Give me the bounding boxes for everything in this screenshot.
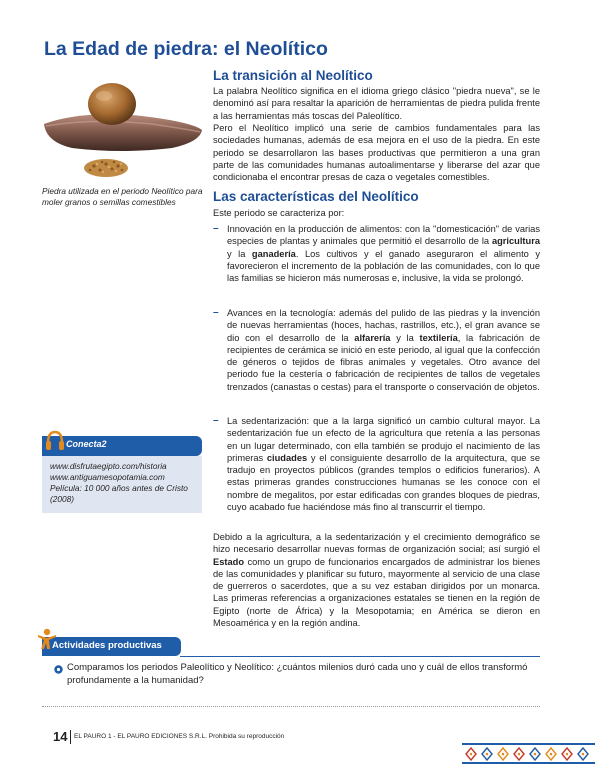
dash-bullet-icon: – xyxy=(213,415,219,426)
answer-line xyxy=(42,706,540,707)
paragraph-estado: Debido a la agricultura, a la sedentarización y el crecimiento demográfico se hizo necesario desarrollar nuevas formas de organización social; así surgió el Estado como un grupo de funcionarios encargados de administrar los bienes de las comunidades y planificar su futuro, mayormente al servicio de una clase de guerreros o sacerdotes, que a su vez estaban dirigidos por un monarca. Las primeras referencias a organizaciones estatales se tienen en la región de Egipto (norte de África) y la Mesopotamia; en América se dieron en Mesoamérica y en la región andina. xyxy=(213,532,540,629)
figure-caption: Piedra utilizada en el periodo Neolítico para moler granos o semillas comestibles xyxy=(42,186,203,207)
bullet-text: Innovación en la producción de alimentos: con la "domesticación" de varias especies de plantas y animales que permitió el desarrollo de la agricultura y la ganadería. Los cultivos y el ganado aseguraron el alimento y favorecieron el incremento de la población de las comunidades, con lo que las familias se hicieron más numerosas e, inclusive, la vida se prolongó. xyxy=(227,224,540,284)
flower-bullet-icon xyxy=(54,665,63,674)
activity-question: Comparamos los periodos Paleolítico y Neolítico: ¿cuántos milenios duró cada uno y cuál de ellos transformó profundamente a la humanidad? xyxy=(67,662,528,686)
conecta-film: Película: 10 000 años antes de Cristo (2008) xyxy=(50,483,188,504)
divider xyxy=(70,730,71,744)
page-title: La Edad de piedra: el Neolítico xyxy=(44,38,328,60)
paragraph-transicion-1: La palabra Neolítico significa en el idioma griego clásico "piedra nueva", se le denominó así para resaltar la aparición de herramientas de piedra pulida frente a las herramientas más toscas del Paleolítico. xyxy=(213,86,540,121)
conecta-label: Conecta2 xyxy=(66,439,107,449)
divider xyxy=(180,656,540,657)
list-item xyxy=(213,415,540,513)
conecta-link[interactable]: www.antiguamesopotamia.com xyxy=(50,472,165,482)
footer-text: EL PAURO 1 - EL PAURO EDICIONES S.R.L. Prohibida su reproducción xyxy=(74,733,285,740)
conecta-links xyxy=(42,456,202,513)
decorative-pattern-icon xyxy=(462,742,595,765)
conecta-link[interactable]: www.disfrutaegipto.com/historia xyxy=(50,461,167,471)
activities-header xyxy=(42,637,181,656)
bullet-text: La sedentarización: que a la larga significó un cambio cultural mayor. La sedentarización fue un efecto de la agricultura que retenía a las personas en un lugar determinado, con ella también se produjo el nacimiento de las primeras ciudades y el consiguiente desarrollo de la arquitectura, que se tradujo en proyectos públicos (grandes templos o edificios funerarios). A estas primeras grandes construcciones humanas se les conoce con el nombre de megalitos, por estar edificadas con grandes bloques de piedras, cuyo acabado fue haciéndose más fino al transcurrir el tiempo. xyxy=(227,416,541,513)
conecta-header xyxy=(42,436,202,456)
bullet-text: Avances en la tecnología: además del pulido de las piedras y la invención de nuevas herramientas (hoces, hachas, rastrillos, etc.), el gran avance se dio con el desarrollo de la alfarería y la textilería, la fabricación de recipientes de cerámica se inició en este periodo, al igual que la confección de géneros o tejidos de fibras animales y vegetales. Otro avance del periodo fue la cestería o fabricación de recipientes de tallos de vegetales trenzados (canastas o cestas) para el transporte o conservación de objetos. xyxy=(227,308,540,392)
conecta-box xyxy=(42,436,202,513)
dash-bullet-icon: – xyxy=(213,223,219,234)
dash-bullet-icon: – xyxy=(213,307,219,318)
grinding-stone-image xyxy=(42,82,204,182)
headphones-icon xyxy=(45,429,65,453)
list-item xyxy=(213,307,540,393)
heading-caracteristicas: Las características del Neolítico xyxy=(213,189,419,204)
heading-transicion: La transición al Neolítico xyxy=(213,68,373,83)
activities-label: Actividades productivas xyxy=(52,640,162,651)
page-number: 14 xyxy=(53,729,68,744)
list-item xyxy=(213,223,540,284)
person-icon xyxy=(36,628,58,650)
intro-caracteristicas: Este periodo se caracteriza por: xyxy=(213,208,345,218)
paragraph-transicion-2: Pero el Neolítico implicó una serie de cambios fundamentales para las sociedades humanas, además de esa mejora en el uso de la piedra. En este periodo se desarrollaron las bases productivas que permitieron a una gran parte de las comunidades humanas autoalimentarse y liberarse del azar que condicionaba el encontrar presas de caza o vegetales comestibles. xyxy=(213,123,540,183)
